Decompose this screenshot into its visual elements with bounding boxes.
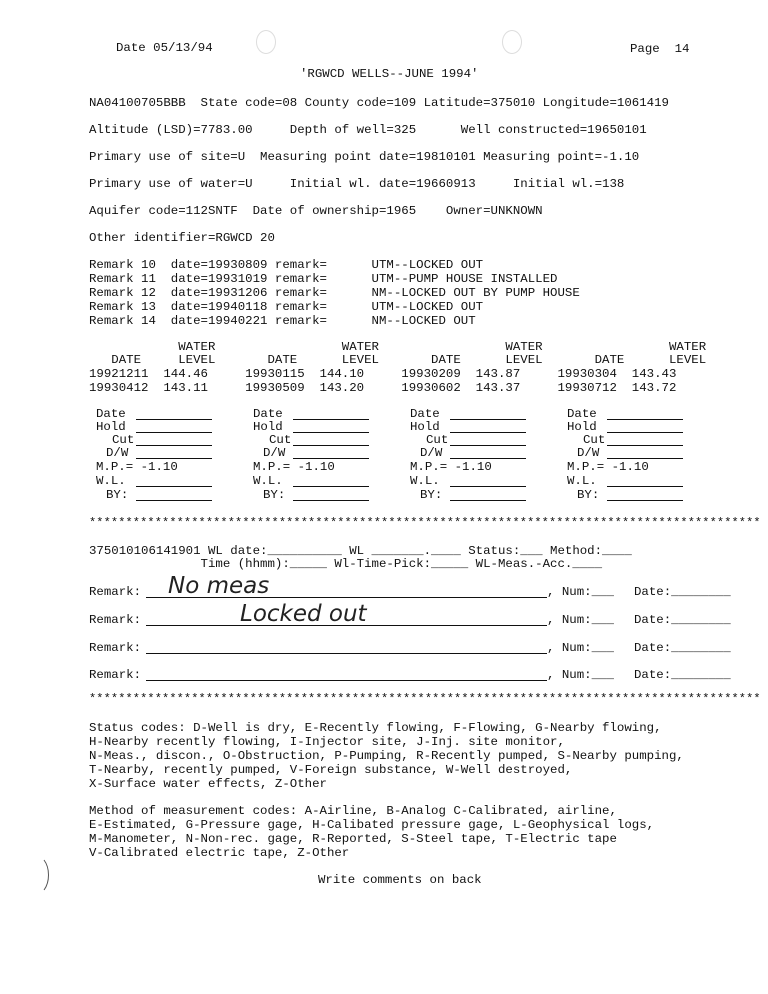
remark-row-label: Remark:	[89, 613, 142, 627]
entry-hold-label: Hold	[567, 420, 597, 434]
remark-line: Remark 13 date=19940118 remark= UTM--LOCKED OUT	[89, 300, 484, 314]
entry-dw-field[interactable]	[136, 458, 212, 459]
remark-input[interactable]	[146, 680, 547, 681]
entry-date-field[interactable]	[293, 419, 369, 420]
remark-row-label: Remark:	[89, 585, 142, 599]
margin-mark	[40, 858, 54, 892]
entry-dw-field[interactable]	[607, 458, 683, 459]
entry-cut-label: Cut	[112, 433, 135, 447]
site-info-line-2: Altitude (LSD)=7783.00 Depth of well=325 Well constructed=19650101	[89, 123, 647, 137]
entry-wl-label: W.L.	[410, 474, 440, 488]
entry-dw-field[interactable]	[293, 458, 369, 459]
form-line-1[interactable]: 375010106141901 WL date:__________ WL _______.____ Status:___ Method:____	[89, 544, 632, 558]
entry-date-label: Date	[410, 407, 440, 421]
levels-row-2: 19930412 143.11 19930509 143.20 19930602 143.37 19930712 143.72	[89, 381, 677, 395]
entry-wl-field[interactable]	[450, 486, 526, 487]
page-number: Page 14	[630, 42, 690, 56]
entry-date-field[interactable]	[450, 419, 526, 420]
punch-hole-right	[502, 30, 522, 54]
remark-num-field[interactable]: , Num:___	[547, 613, 614, 627]
remark-num-field[interactable]: , Num:___	[547, 668, 614, 682]
levels-header-bottom: DATE LEVEL DATE LEVEL DATE LEVEL DATE LEVEL	[89, 353, 707, 367]
entry-cut-label: Cut	[583, 433, 606, 447]
entry-by-label: BY:	[106, 488, 129, 502]
entry-wl-label: W.L.	[567, 474, 597, 488]
entry-dw-label: D/W	[106, 446, 129, 460]
remark-date-field[interactable]: Date:________	[634, 641, 731, 655]
remark-line: Remark 10 date=19930809 remark= UTM--LOCKED OUT	[89, 258, 484, 272]
entry-cut-field[interactable]	[293, 445, 369, 446]
status-codes-line: Status codes: D-Well is dry, E-Recently flowing, F-Flowing, G-Nearby flowing,	[89, 721, 662, 735]
remark-line: Remark 11 date=19931019 remark= UTM--PUMP HOUSE INSTALLED	[89, 272, 558, 286]
method-codes-line: M-Manometer, N-Non-rec. gage, R-Reported, S-Steel tape, T-Electric tape	[89, 832, 617, 846]
separator-bottom: ********************************************************************************************	[89, 692, 761, 706]
entry-by-field[interactable]	[450, 500, 526, 501]
remark-line: Remark 12 date=19931206 remark= NM--LOCKED OUT BY PUMP HOUSE	[89, 286, 580, 300]
entry-wl-field[interactable]	[293, 486, 369, 487]
entry-mp-label: M.P.= -1.10	[253, 460, 335, 474]
remark-row-label: Remark:	[89, 641, 142, 655]
levels-row-1: 19921211 144.46 19930115 144.10 19930209 143.87 19930304 143.43	[89, 367, 677, 381]
remark-date-field[interactable]: Date:________	[634, 613, 731, 627]
entry-date-label: Date	[567, 407, 597, 421]
entry-wl-label: W.L.	[96, 474, 126, 488]
method-codes-line: V-Calibrated electric tape, Z-Other	[89, 846, 350, 860]
remark-num-field[interactable]: , Num:___	[547, 585, 614, 599]
entry-date-field[interactable]	[136, 419, 212, 420]
entry-wl-field[interactable]	[136, 486, 212, 487]
entry-dw-label: D/W	[420, 446, 443, 460]
remark-input[interactable]	[146, 653, 547, 654]
remark-row-label: Remark:	[89, 668, 142, 682]
method-codes-line: E-Estimated, G-Pressure gage, H-Calibated pressure gage, L-Geophysical logs,	[89, 818, 655, 832]
entry-by-label: BY:	[420, 488, 443, 502]
entry-mp-label: M.P.= -1.10	[567, 460, 649, 474]
remark-date-field[interactable]: Date:________	[634, 668, 731, 682]
header-date: Date 05/13/94	[116, 41, 213, 55]
entry-wl-field[interactable]	[607, 486, 683, 487]
entry-hold-label: Hold	[253, 420, 283, 434]
entry-wl-label: W.L.	[253, 474, 283, 488]
entry-hold-label: Hold	[96, 420, 126, 434]
entry-by-label: BY:	[263, 488, 286, 502]
handwritten-locked-out: Locked out	[240, 601, 367, 627]
punch-hole-left	[256, 30, 276, 54]
site-info-line-5: Aquifer code=112SNTF Date of ownership=1965 Owner=UNKNOWN	[89, 204, 543, 218]
entry-hold-field[interactable]	[450, 432, 526, 433]
site-info-line-1: NA04100705BBB State code=08 County code=109 Latitude=375010 Longitude=1061419	[89, 96, 669, 110]
entry-hold-label: Hold	[410, 420, 440, 434]
site-info-line-3: Primary use of site=U Measuring point date=19810101 Measuring point=-1.10	[89, 150, 640, 164]
status-codes-line: T-Nearby, recently pumped, V-Foreign substance, W-Well destroyed,	[89, 763, 573, 777]
entry-date-field[interactable]	[607, 419, 683, 420]
method-codes-line: Method of measurement codes: A-Airline, B-Analog C-Calibrated, airline,	[89, 804, 617, 818]
footer-note: Write comments on back	[318, 873, 482, 887]
entry-by-field[interactable]	[293, 500, 369, 501]
page-title: 'RGWCD WELLS--JUNE 1994'	[300, 67, 479, 81]
levels-header-top: WATER WATER WATER WATER	[89, 340, 707, 354]
entry-date-label: Date	[253, 407, 283, 421]
status-codes-line: X-Surface water effects, Z-Other	[89, 777, 327, 791]
form-line-2[interactable]: Time (hhmm):_____ Wl-Time-Pick:_____ WL-Meas.-Acc.____	[89, 557, 603, 571]
entry-mp-label: M.P.= -1.10	[410, 460, 492, 474]
remark-num-field[interactable]: , Num:___	[547, 641, 614, 655]
remark-date-field[interactable]: Date:________	[634, 585, 731, 599]
entry-by-field[interactable]	[136, 500, 212, 501]
entry-hold-field[interactable]	[607, 432, 683, 433]
entry-cut-field[interactable]	[607, 445, 683, 446]
entry-dw-field[interactable]	[450, 458, 526, 459]
entry-cut-label: Cut	[269, 433, 292, 447]
entry-by-label: BY:	[577, 488, 600, 502]
handwritten-no-meas: No meas	[168, 573, 270, 599]
entry-hold-field[interactable]	[293, 432, 369, 433]
entry-cut-label: Cut	[426, 433, 449, 447]
entry-hold-field[interactable]	[136, 432, 212, 433]
site-info-line-6: Other identifier=RGWCD 20	[89, 231, 275, 245]
entry-date-label: Date	[96, 407, 126, 421]
status-codes-line: N-Meas., discon., O-Obstruction, P-Pumping, R-Recently pumped, S-Nearby pumping,	[89, 749, 684, 763]
entry-by-field[interactable]	[607, 500, 683, 501]
site-info-line-4: Primary use of water=U Initial wl. date=19660913 Initial wl.=138	[89, 177, 625, 191]
entry-mp-label: M.P.= -1.10	[96, 460, 178, 474]
remark-line: Remark 14 date=19940221 remark= NM--LOCKED OUT	[89, 314, 476, 328]
entry-dw-label: D/W	[263, 446, 286, 460]
status-codes-line: H-Nearby recently flowing, I-Injector site, J-Inj. site monitor,	[89, 735, 565, 749]
separator-top: ********************************************************************************************	[89, 516, 761, 530]
entry-cut-field[interactable]	[136, 445, 212, 446]
entry-dw-label: D/W	[577, 446, 600, 460]
entry-cut-field[interactable]	[450, 445, 526, 446]
